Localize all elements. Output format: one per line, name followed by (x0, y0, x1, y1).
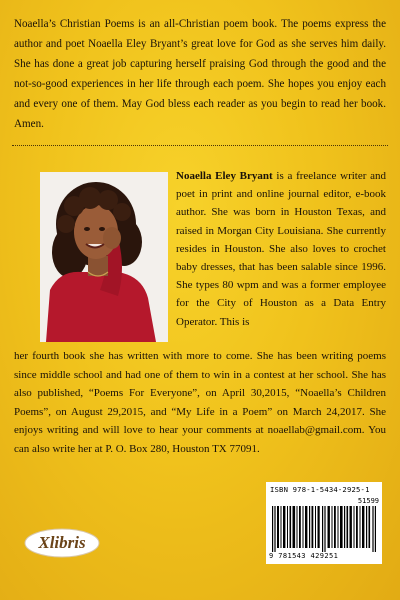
publisher-logo (24, 528, 100, 558)
author-photo (40, 172, 168, 342)
isbn-barcode (266, 482, 382, 564)
author-name: Noaella Eley Bryant (176, 170, 273, 182)
isbn-number: ISBN 978-1-5434-2925-1 (270, 485, 370, 494)
author-bio-intro: is a freelance writer and poet in print and online journal editor, e-book author. She was born in Houston Texas, and raised in Morgan City Louisiana. She currently resides in Houston. She also loves to crochet baby dresses, that has been salable since 1996. She types 80 wpm and was a former employee for the City of Houston as a Data Entry Operator. This is (176, 170, 386, 328)
barcode-bars (272, 506, 376, 552)
ean-digits: 9 781543 429251 (269, 552, 339, 560)
back-cover-blurb: Noaella’s Christian Poems is an all-Christian poem book. The poems express the author and poet Noaella Eley Bryant’s great love for God as she serves him daily. She has done a great job capturing herself praising God through the good and the not-so-good experiences in her life through each poem. She hopes you enjoy each and every one of them. May God bless each reader as you begin to read her book. Amen. (14, 18, 386, 130)
author-bio-continued: her fourth book she has written with more to come. She has been writing poems since middle school and had one of them to win in a contest at her school. She has also published, “Poems For Everyone”, on April 30,2015, “Noaella’s Children Poems”, on August 29,2015, and “My Life in a Poem” on March 24,2017. She enjoys writing and will love to hear your comments at noaellab@gmail.com. You can also write her at P. O. Box 280, Houston TX 77091. (14, 350, 386, 455)
price-code: 51599 (357, 497, 379, 505)
publisher-logo-text: Xlibris (38, 533, 86, 552)
author-bio-side (176, 167, 386, 331)
dotted-divider (12, 145, 388, 146)
